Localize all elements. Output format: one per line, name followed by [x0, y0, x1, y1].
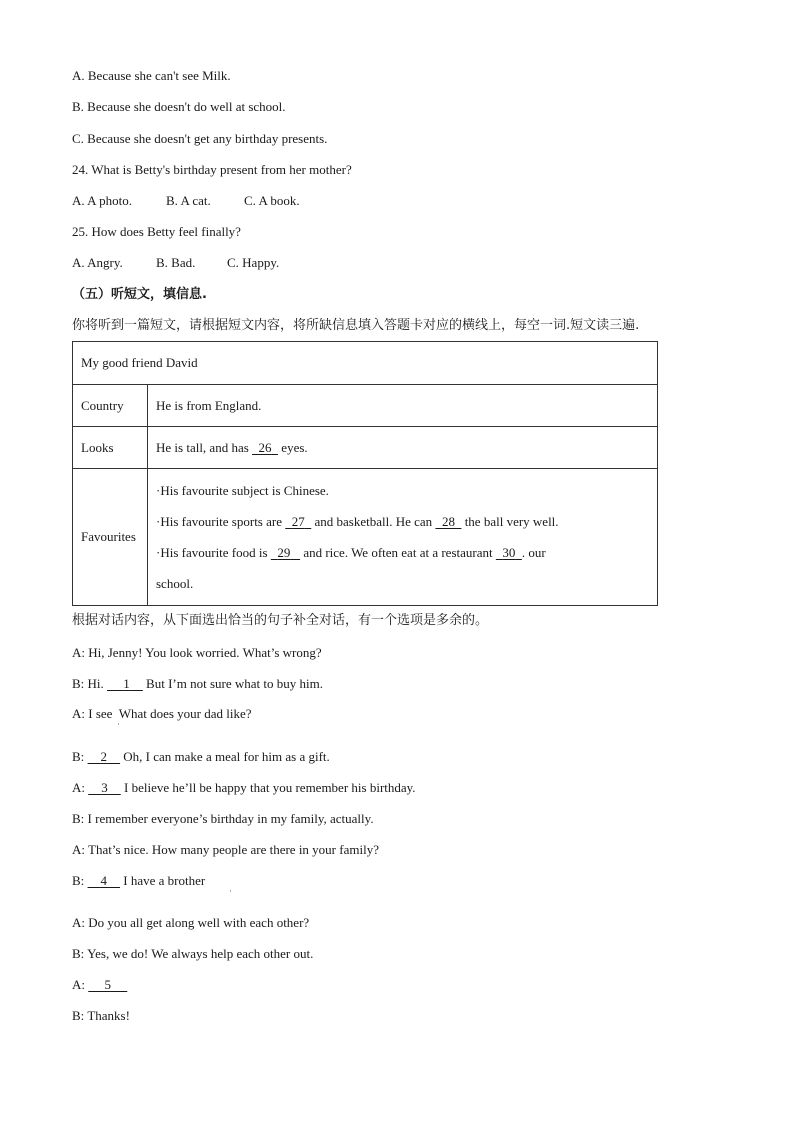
blank-3 — [88, 780, 121, 796]
blank-1-number: 1 — [123, 676, 130, 691]
blank-26 — [252, 440, 278, 456]
blank-27 — [285, 506, 311, 537]
dialogue-text: That’s nice. How many people are there in your family? — [88, 842, 379, 857]
looks-text — [148, 427, 658, 469]
table-title-row — [73, 342, 658, 385]
favourites-text — [148, 469, 658, 606]
q24-option-a: A. A photo. — [72, 193, 132, 208]
speaker: A: — [72, 706, 85, 721]
looks-text-before: He is tall, and has — [156, 439, 253, 455]
blank-26-number: 26 — [258, 439, 272, 455]
dialogue-line-11 — [72, 977, 127, 993]
speaker: A: — [72, 915, 85, 930]
table-title: My good friend David — [73, 342, 658, 385]
q24-option-c: C. A book. — [244, 193, 300, 208]
favourites-line-3-b: and rice. We often eat at a restaurant — [300, 545, 496, 560]
dialogue-line-8 — [72, 873, 205, 889]
favourites-line-3-a: ·His favourite food is — [156, 545, 271, 560]
table-row-favourites — [73, 469, 658, 606]
dialogue-text: Hi. — [87, 676, 108, 691]
blank-2-number: 2 — [100, 749, 108, 764]
stray-dot-mark: · — [117, 719, 120, 729]
favourites-line-3-c: . our — [521, 545, 546, 560]
blank-29-number: 29 — [277, 545, 291, 560]
dialogue-line-10 — [72, 946, 313, 962]
dialogue-line-6 — [72, 811, 374, 827]
speaker: B: — [72, 749, 85, 764]
dialogue-text-after: I believe he’ll be happy that you remember his birthday. — [120, 780, 416, 795]
blank-30-number: 30 — [502, 545, 516, 560]
dialogue-text-after: What does your dad like? — [112, 706, 252, 721]
dialogue-text: Do you all get along well with each other? — [88, 915, 310, 930]
dialogue-text: Thanks! — [87, 1008, 130, 1023]
speaker: B: — [72, 811, 85, 826]
q25-question: 25. How does Betty feel finally? — [72, 224, 241, 239]
table-row-country — [73, 385, 658, 427]
info-table — [72, 341, 658, 606]
dialogue-text: I remember everyone’s birthday in my family, actually. — [87, 811, 374, 826]
blank-27-number: 27 — [291, 514, 305, 529]
dialogue-text: Yes, we do! We always help each other out. — [87, 946, 314, 961]
speaker: B: — [72, 676, 85, 691]
speaker: B: — [72, 873, 85, 888]
blank-28 — [435, 506, 461, 537]
speaker: A: — [72, 645, 85, 660]
dialogue-line-5 — [72, 780, 416, 796]
blank-28-number: 28 — [441, 514, 455, 529]
blank-2 — [88, 749, 121, 765]
section-title: （五）听短文，填信息. — [72, 287, 207, 302]
favourites-line-3 — [156, 537, 649, 568]
blank-4 — [88, 873, 121, 889]
q24-options — [72, 193, 300, 209]
dialogue-text: I see — [88, 706, 113, 721]
stray-dot-mark: · — [229, 886, 232, 896]
dialogue-line-3 — [72, 706, 252, 722]
favourites-label: Favourites — [73, 469, 148, 606]
looks-text-after: eyes. — [278, 439, 308, 455]
q23-option-c: C. Because she doesn't get any birthday presents. — [72, 131, 328, 146]
q25-option-a: A. Angry. — [72, 255, 123, 270]
q23-option-a: A. Because she can't see Milk. — [72, 68, 231, 83]
q24-question: 24. What is Betty's birthday present from her mother? — [72, 162, 352, 177]
dialogue-line-12 — [72, 1008, 130, 1024]
blank-5-number: 5 — [104, 977, 111, 992]
blank-29 — [271, 537, 300, 568]
dialogue-line-2 — [72, 676, 323, 692]
dialogue-text-after: Oh, I can make a meal for him as a gift. — [120, 749, 330, 764]
dialogue-text-after: I have a brother — [120, 873, 206, 888]
blank-4-number: 4 — [100, 873, 108, 888]
table-row-looks — [73, 427, 658, 469]
dialogue-line-4 — [72, 749, 330, 765]
dialogue-line-9 — [72, 915, 309, 931]
blank-5 — [88, 977, 127, 993]
section-instruction: 你将听到一篇短文，请根据短文内容，将所缺信息填入答题卡对应的横线上，每空一词.短文读三遍. — [72, 318, 640, 333]
country-label: Country — [73, 385, 148, 427]
blank-30 — [496, 537, 522, 568]
q25-option-b: B. Bad. — [156, 255, 196, 270]
q23-option-b: B. Because she doesn't do well at school. — [72, 99, 286, 114]
speaker: A: — [72, 977, 85, 992]
dialogue-instruction: 根据对话内容，从下面选出恰当的句子补全对话，有一个选项是多余的。 — [72, 613, 489, 628]
q25-option-c: C. Happy. — [227, 255, 280, 270]
favourites-line-2-a: ·His favourite sports are — [156, 514, 286, 529]
favourites-line-4: school. — [156, 576, 194, 591]
dialogue-text-after: But I’m not sure what to buy him. — [142, 676, 323, 691]
blank-3-number: 3 — [101, 780, 108, 795]
favourites-line-2-c: the ball very well. — [461, 514, 559, 529]
q25-options — [72, 255, 279, 271]
blank-1 — [107, 676, 143, 692]
q24-option-b: B. A cat. — [166, 193, 211, 208]
country-text: He is from England. — [148, 385, 658, 427]
dialogue-line-7 — [72, 842, 379, 858]
dialogue-line-1 — [72, 645, 322, 661]
speaker: B: — [72, 946, 85, 961]
speaker: B: — [72, 1008, 85, 1023]
speaker: A: — [72, 842, 85, 857]
dialogue-text: Hi, Jenny! You look worried. What’s wrong? — [88, 645, 322, 660]
favourites-line-2 — [156, 506, 649, 537]
looks-label: Looks — [73, 427, 148, 469]
speaker: A: — [72, 780, 85, 795]
favourites-line-2-b: and basketball. He can — [311, 514, 436, 529]
favourites-line-1: ·His favourite subject is Chinese. — [156, 483, 329, 498]
